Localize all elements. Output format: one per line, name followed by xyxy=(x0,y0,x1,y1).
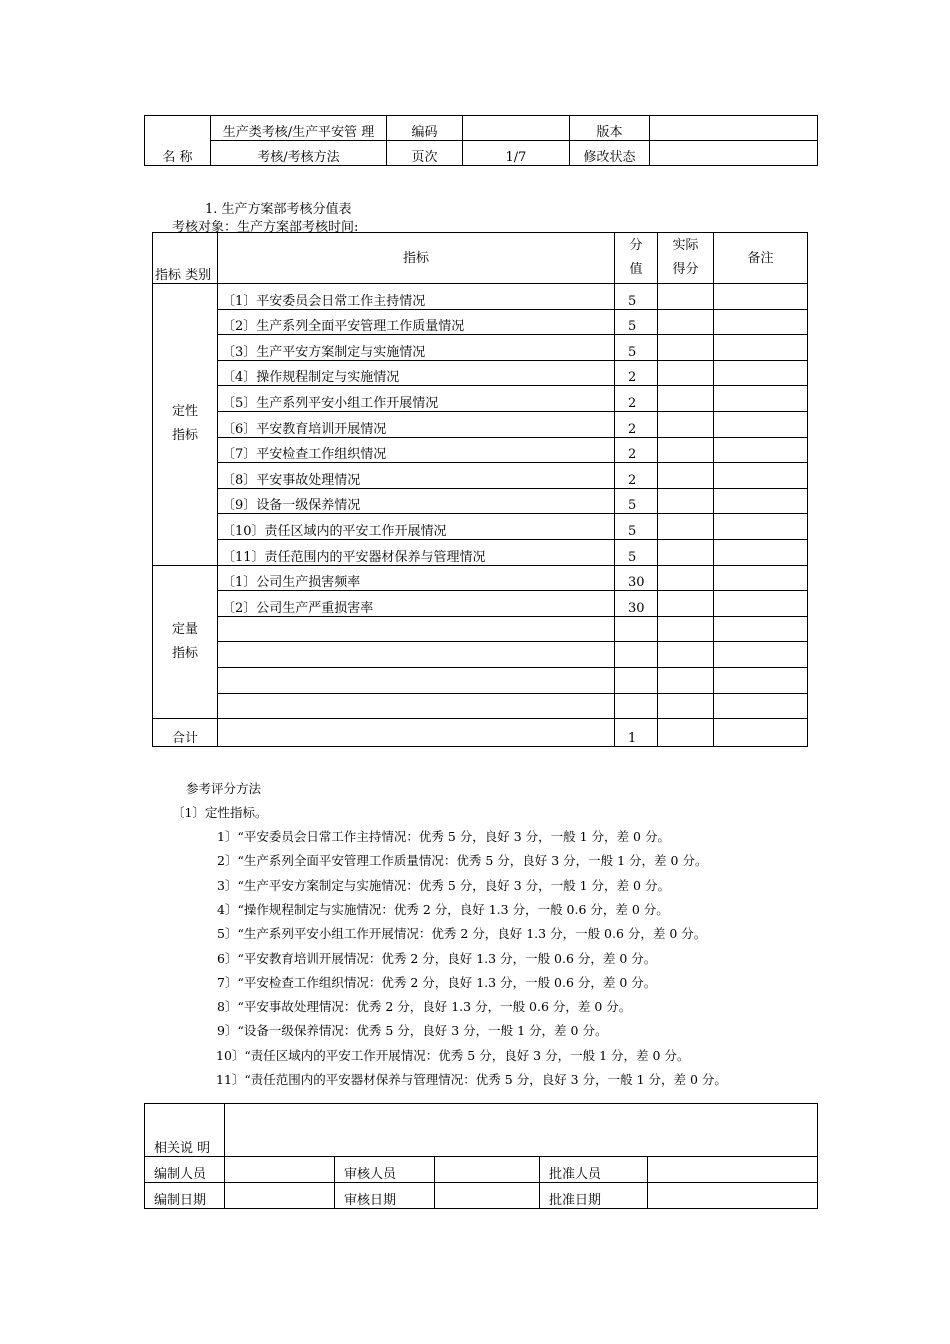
indicator-item: 〔5〕生产系列平安小组工作开展情况 xyxy=(218,386,615,412)
indicator-score: 30 xyxy=(615,565,658,591)
actual-score-cell xyxy=(658,642,714,668)
indicator-item: 〔1〕平安委员会日常工作主持情况 xyxy=(218,284,615,310)
indicator-score xyxy=(615,642,658,668)
indicator-item xyxy=(218,667,615,693)
remark-header: 备注 xyxy=(714,233,808,284)
total-indicator-cell xyxy=(218,719,615,747)
revision-value xyxy=(650,141,818,166)
actual-score-cell xyxy=(658,616,714,642)
indicator-score xyxy=(615,667,658,693)
indicator-item: 〔3〕生产平安方案制定与实施情况 xyxy=(218,335,615,361)
indicator-item: 〔2〕公司生产严重损害率 xyxy=(218,591,615,617)
indicator-score xyxy=(615,693,658,719)
method-item: 11〕“责任范围内的平安器材保养与管理情况：优秀 5 分，良好 3 分，一般 1 分，差 0 分。 xyxy=(216,1072,727,1087)
method-item: 9〕“设备一级保养情况：优秀 5 分，良好 3 分，一般 1 分，差 0 分。 xyxy=(217,1023,608,1039)
method-item: 2〕“生产系列全面平安管理工作质量情况：优秀 5 分，良好 3 分，一般 1 分，差 0 分。 xyxy=(217,853,708,869)
actual-score-cell xyxy=(658,335,714,361)
indicator-item: 〔4〕操作规程制定与实施情况 xyxy=(218,360,615,386)
actual-score-cell xyxy=(658,284,714,310)
actual-score-cell xyxy=(658,360,714,386)
indicator-score: 5 xyxy=(615,284,658,310)
indicator-item: 〔11〕责任范围内的平安器材保养与管理情况 xyxy=(218,539,615,565)
indicator-item: 〔2〕生产系列全面平安管理工作质量情况 xyxy=(218,309,615,335)
table-row xyxy=(153,360,808,386)
remark-cell xyxy=(714,437,808,463)
remark-cell xyxy=(714,411,808,437)
table-row xyxy=(153,463,808,489)
actual-header-line1: 实际 xyxy=(672,238,699,253)
approve-date-value xyxy=(648,1183,818,1209)
method-item: 7〕“平安检查工作组织情况：优秀 2 分，良好 1.3 分，一般 0.6 分，差 0 分。 xyxy=(217,974,657,990)
actual-score-cell xyxy=(658,309,714,335)
indicator-score: 2 xyxy=(615,463,658,489)
name-label: 名 称 xyxy=(145,116,211,166)
author-date-value xyxy=(225,1183,335,1209)
quantitative-category-line2: 指标 xyxy=(171,645,198,661)
table-row xyxy=(153,284,808,310)
actual-score-cell xyxy=(658,565,714,591)
total-value: 1 xyxy=(615,719,658,747)
table-row xyxy=(153,565,808,591)
score-header-line1: 分 xyxy=(629,238,643,253)
method-item: 5〕“生产系列平安小组工作开展情况：优秀 2 分，良好 1.3 分，一般 0.6 分，差 0 分。 xyxy=(217,926,707,942)
document-title-line2: 考核/考核方法 xyxy=(211,141,387,166)
page-value: 1/7 xyxy=(463,141,570,166)
remark-cell xyxy=(714,488,808,514)
indicator-item xyxy=(218,693,615,719)
related-notes-label: 相关说 明 xyxy=(145,1104,225,1157)
indicator-score: 5 xyxy=(615,309,658,335)
table-row xyxy=(153,335,808,361)
method-item: 10〕“责任区域内的平安工作开展情况：优秀 5 分，良好 3 分，一般 1 分，差 0 分。 xyxy=(216,1047,690,1063)
table-row xyxy=(153,309,808,335)
qualitative-category-line1: 定性 xyxy=(171,404,198,420)
indicator-score: 2 xyxy=(615,411,658,437)
remark-cell xyxy=(714,693,808,719)
table-row xyxy=(153,616,808,642)
remark-cell xyxy=(714,514,808,540)
related-notes-value xyxy=(225,1104,818,1157)
method-subtitle: 〔1〕定性指标。 xyxy=(172,805,268,820)
indicator-score: 5 xyxy=(615,539,658,565)
remark-cell xyxy=(714,463,808,489)
indicator-score: 2 xyxy=(615,386,658,412)
code-value xyxy=(463,116,570,141)
actual-score-cell xyxy=(658,667,714,693)
actual-score-header xyxy=(658,233,714,284)
reviewer-label: 审核人员 xyxy=(335,1157,435,1183)
method-item: 1〕“平安委员会日常工作主持情况：优秀 5 分，良好 3 分，一般 1 分，差 0 分。 xyxy=(217,829,670,844)
qualitative-category-line2: 指标 xyxy=(171,428,198,444)
indicator-score: 2 xyxy=(615,437,658,463)
score-header xyxy=(615,233,658,284)
table-row xyxy=(153,437,808,463)
actual-score-cell xyxy=(658,488,714,514)
indicator-score: 5 xyxy=(615,514,658,540)
actual-score-cell xyxy=(658,463,714,489)
assessment-subject: 考核对象：生产方案部考核时间: xyxy=(172,220,359,235)
indicator-score: 5 xyxy=(615,488,658,514)
score-table xyxy=(152,232,808,747)
indicator-item: 〔9〕设备一级保养情况 xyxy=(218,488,615,514)
indicator-header: 指标 xyxy=(218,233,615,284)
actual-header-line2: 得分 xyxy=(672,262,699,277)
score-header-line2: 值 xyxy=(629,262,643,277)
actual-score-cell xyxy=(658,386,714,412)
version-value xyxy=(650,116,818,141)
method-title: 参考评分方法 xyxy=(186,781,262,796)
total-label: 合计 xyxy=(153,719,218,747)
remark-cell xyxy=(714,360,808,386)
author-value xyxy=(225,1157,335,1183)
table-row xyxy=(153,591,808,617)
indicator-score: 2 xyxy=(615,360,658,386)
section-title: 1. 生产方案部考核分值表 xyxy=(205,202,352,217)
total-remark-cell xyxy=(714,719,808,747)
method-item: 6〕“平安教育培训开展情况：优秀 2 分，良好 1.3 分，一般 0.6 分，差 0 分。 xyxy=(217,950,657,966)
table-row xyxy=(153,539,808,565)
indicator-item: 〔1〕公司生产损害频率 xyxy=(218,565,615,591)
remark-cell xyxy=(714,539,808,565)
indicator-score xyxy=(615,616,658,642)
table-row xyxy=(153,386,808,412)
page-label: 页次 xyxy=(387,141,463,166)
quantitative-category-label xyxy=(153,565,218,719)
remark-cell xyxy=(714,335,808,361)
method-item: 8〕“平安事故处理情况：优秀 2 分，良好 1.3 分，一般 0.6 分，差 0 分。 xyxy=(217,999,632,1015)
indicator-item: 〔7〕平安检查工作组织情况 xyxy=(218,437,615,463)
document-header-table xyxy=(144,115,818,166)
approve-date-label: 批准日期 xyxy=(540,1183,648,1209)
revision-label: 修改状态 xyxy=(570,141,650,166)
actual-score-cell xyxy=(658,591,714,617)
table-row xyxy=(153,411,808,437)
remark-cell xyxy=(714,616,808,642)
remark-cell xyxy=(714,565,808,591)
actual-score-cell xyxy=(658,514,714,540)
remark-cell xyxy=(714,309,808,335)
total-actual-cell xyxy=(658,719,714,747)
table-row xyxy=(153,667,808,693)
indicator-score: 5 xyxy=(615,335,658,361)
author-date-label: 编制日期 xyxy=(145,1183,225,1209)
remark-cell xyxy=(714,284,808,310)
actual-score-cell xyxy=(658,437,714,463)
category-header: 指标 类别 xyxy=(153,233,218,284)
approval-table xyxy=(144,1103,818,1209)
table-row xyxy=(153,693,808,719)
indicator-item: 〔8〕平安事故处理情况 xyxy=(218,463,615,489)
code-label: 编码 xyxy=(387,116,463,141)
table-row xyxy=(153,488,808,514)
approver-label: 批准人员 xyxy=(540,1157,648,1183)
actual-score-cell xyxy=(658,411,714,437)
reviewer-value xyxy=(435,1157,540,1183)
qualitative-category-label xyxy=(153,284,218,566)
indicator-item: 〔6〕平安教育培训开展情况 xyxy=(218,411,615,437)
indicator-item xyxy=(218,642,615,668)
review-date-value xyxy=(435,1183,540,1209)
indicator-item: 〔10〕责任区域内的平安工作开展情况 xyxy=(218,514,615,540)
indicator-item xyxy=(218,616,615,642)
remark-cell xyxy=(714,642,808,668)
method-item: 4〕“操作规程制定与实施情况：优秀 2 分，良好 1.3 分，一般 0.6 分，差 0 分。 xyxy=(217,901,669,917)
remark-cell xyxy=(714,591,808,617)
quantitative-category-line1: 定量 xyxy=(171,621,198,637)
actual-score-cell xyxy=(658,539,714,565)
actual-score-cell xyxy=(658,693,714,719)
approver-value xyxy=(648,1157,818,1183)
method-item: 3〕“生产平安方案制定与实施情况：优秀 5 分，良好 3 分，一般 1 分，差 0 分。 xyxy=(217,877,670,893)
indicator-score: 30 xyxy=(615,591,658,617)
remark-cell xyxy=(714,386,808,412)
document-title-line1: 生产类考核/生产平安管 理 xyxy=(211,116,387,141)
version-label: 版本 xyxy=(570,116,650,141)
author-label: 编制人员 xyxy=(145,1157,225,1183)
table-row xyxy=(153,642,808,668)
review-date-label: 审核日期 xyxy=(335,1183,435,1209)
table-row xyxy=(153,514,808,540)
remark-cell xyxy=(714,667,808,693)
